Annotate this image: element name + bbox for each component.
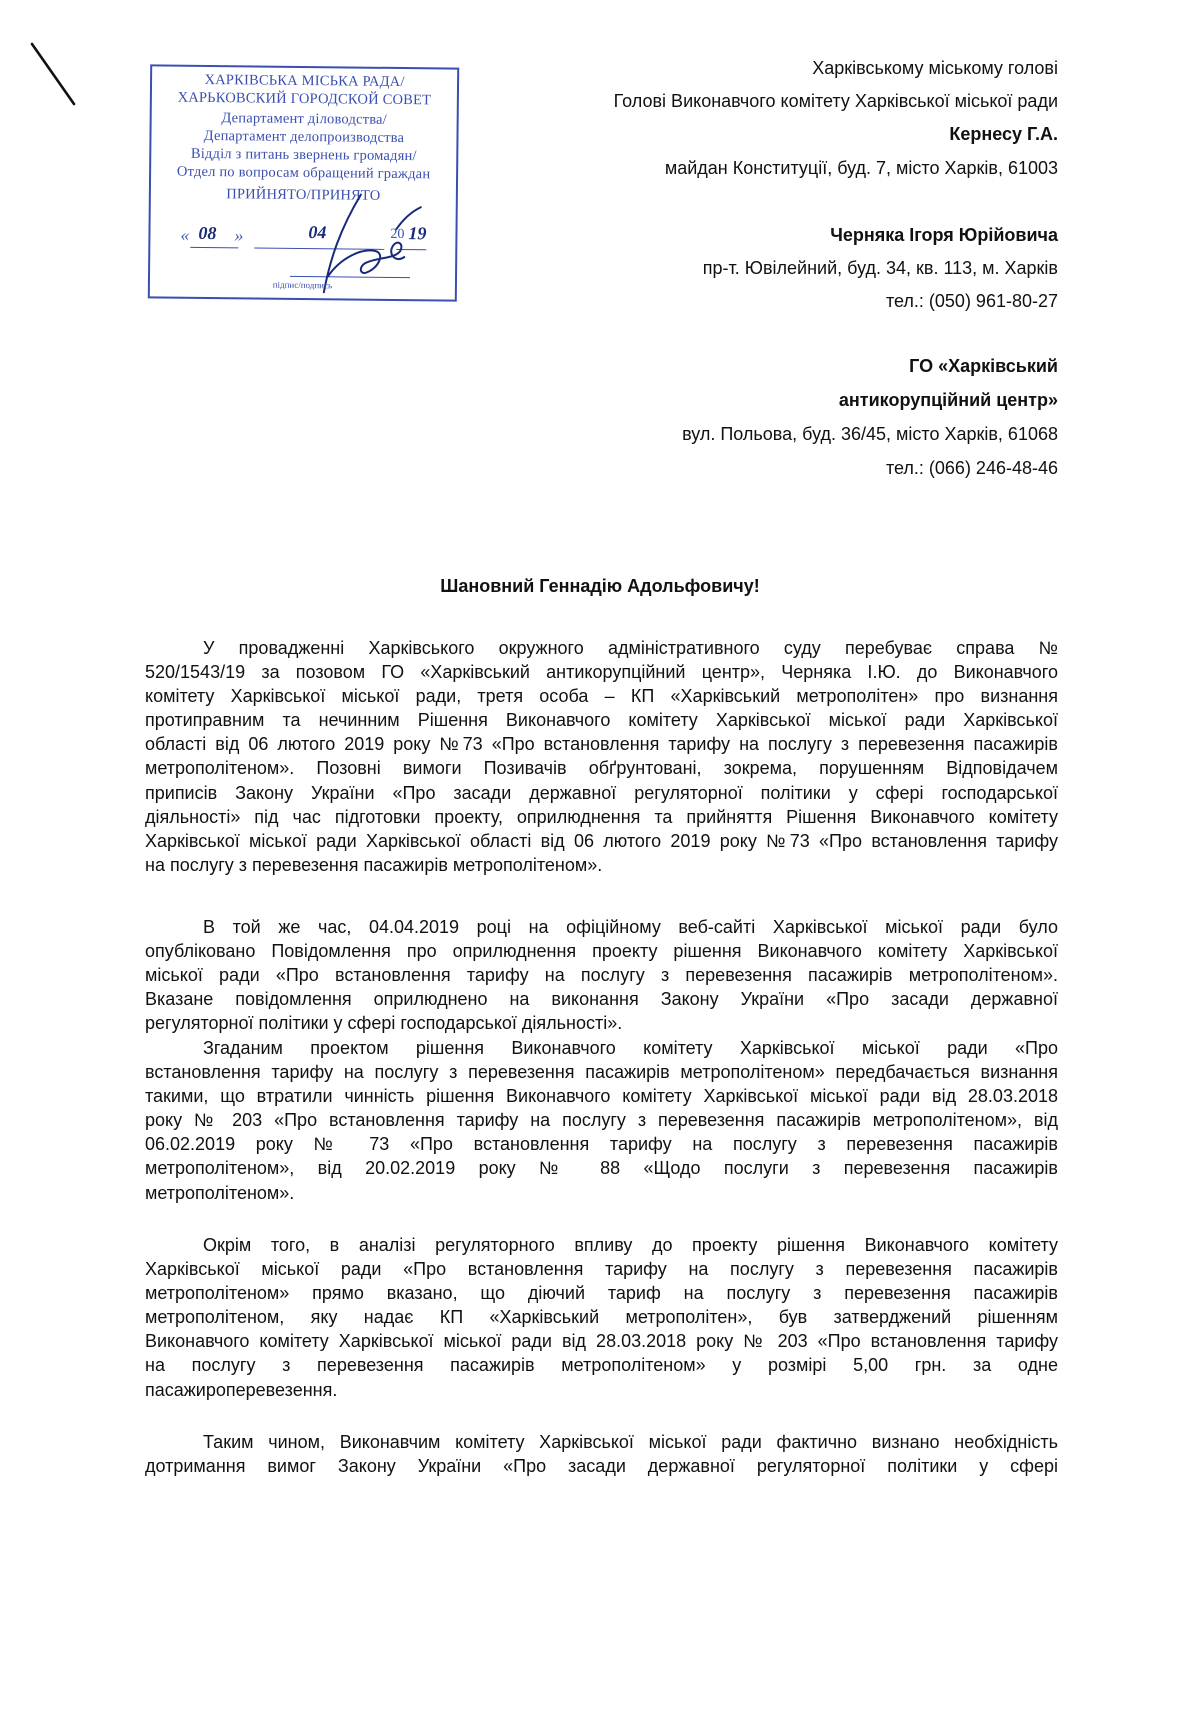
stamp-date-century: 20 — [390, 226, 405, 243]
stamp-date-open-quote: « — [180, 224, 190, 245]
stamp-date-day: 08 — [198, 222, 217, 244]
org-address: вул. Польова, буд. 36/45, місто Харків, 61068 — [682, 424, 1058, 444]
paragraph-line: 520/1543/19 за позовом ГО «Харківський антикорупційний центр», Черняка І.Ю. до Виконавчого — [145, 662, 1058, 683]
paragraph-line: приписів Закону України «Про засади державної регуляторної політики у сфері господарської — [145, 782, 1058, 803]
paragraph-line: року № 203 «Про встановлення тарифу на послугу з перевезення пасажирів метрополітеном», від — [145, 1110, 1058, 1131]
paragraph-line: на послугу з перевезення пасажирів метрополітеном» у розмірі 5,00 грн. за одне — [145, 1355, 1058, 1376]
stamp-footer: підпис/подпись — [272, 279, 333, 291]
addressee-line: Голові Виконавчого комітету Харківської міської ради — [613, 91, 1058, 111]
body-paragraph — [145, 1430, 1058, 1478]
pen-stroke-mark — [30, 42, 78, 108]
org-phone: тел.: (066) 246-48-46 — [885, 458, 1058, 478]
stamp-line: Департамент діловодства/ — [221, 110, 388, 128]
paragraph-line: Окрім того, в аналізі регуляторного впливу до проекту рішення Виконавчого комітету — [203, 1235, 1058, 1255]
addressee-address: майдан Конституції, буд. 7, місто Харків, 61003 — [664, 158, 1058, 178]
body-paragraph — [145, 915, 1058, 1035]
body-paragraph — [145, 1233, 1058, 1402]
paragraph-line: комітету Харківської міської ради, третя особа – КП «Харківський метрополітен» про визнання — [145, 686, 1058, 707]
paragraph-line: метрополітеном» прямо вказано, що діючий тариф на послугу з перевезення пасажирів — [145, 1283, 1058, 1304]
stamp-date-month: 04 — [308, 222, 327, 243]
org-name: ГО «Харківський — [909, 356, 1058, 376]
stamp-line: Департамент делопроизводства — [203, 127, 405, 147]
paragraph-line: протиправним та нечинним Рішення Виконавчого комітету Харківської міської ради Харківської — [145, 710, 1058, 731]
paragraph-line: метрополітеном, яку надає КП «Харківський метрополітен», був затверджений рішенням — [145, 1307, 1058, 1328]
paragraph-line: Харківської міської ради «Про встановлення тарифу на послугу з перевезення пасажирів — [145, 1259, 1058, 1280]
paragraph-line: У провадженні Харківського окружного адміністративного суду перебуває справа № — [203, 638, 1058, 658]
paragraph-line: на послугу з перевезення пасажирів метрополітеном». — [145, 854, 603, 875]
stamp-date-close-quote: » — [234, 225, 244, 246]
paragraph-line: В той же час, 04.04.2019 році на офіційному веб-сайті Харківської міської ради було — [203, 917, 1058, 937]
sender-address: пр-т. Ювілейний, буд. 34, кв. 113, м. Харків — [702, 258, 1058, 278]
paragraph-line: регуляторної політики у сфері господарської діяльності». — [145, 1013, 623, 1034]
stamp-line: ХАРКІВСЬКА МІСЬКА РАДА/ — [204, 71, 405, 91]
paragraph-line: 06.02.2019 року № 73 «Про встановлення тарифу на послугу з перевезення пасажирів — [145, 1134, 1058, 1155]
stamp-date-year: 19 — [408, 223, 427, 244]
paragraph-line: встановлення тарифу на послугу з перевезення пасажирів метрополітеном» передбачається визнання — [145, 1062, 1058, 1083]
salutation: Шановний Геннадію Адольфовичу! — [440, 576, 760, 596]
paragraph-line: Виконавчого комітету Харківської міської ради від 28.03.2018 року № 203 «Про встановлення тарифу — [145, 1331, 1058, 1352]
paragraph-line: опубліковано Повідомлення про оприлюднення проекту рішення Виконавчого комітету Харківської — [145, 941, 1058, 962]
paragraph-line: пасажироперевезення. — [145, 1379, 338, 1400]
paragraph-line: метрополітеном». — [145, 1182, 295, 1203]
paragraph-line: Вказане повідомлення оприлюднено на виконання Закону України «Про засади державної — [145, 989, 1058, 1010]
addressee-line: Харківському міському голові — [812, 58, 1058, 78]
paragraph-line: Таким чином, Виконавчим комітету Харківської міської ради фактично визнано необхідність — [203, 1432, 1058, 1452]
addressee-name: Кернесу Г.А. — [949, 124, 1058, 144]
body-paragraph — [145, 1036, 1058, 1205]
sender-phone: тел.: (050) 961-80-27 — [885, 291, 1058, 311]
paragraph-line: області від 06 лютого 2019 року №73 «Про встановлення тарифу на послугу з перевезення пасажирів — [145, 734, 1058, 755]
body-paragraph — [145, 636, 1058, 877]
paragraph-line: метрополітеном», від 20.02.2019 року № 88 «Щодо послуги з перевезення пасажирів — [145, 1158, 1058, 1179]
paragraph-line: міської ради «Про встановлення тарифу на послугу з перевезення пасажирів метрополітеном». — [145, 965, 1058, 986]
paragraph-line: дотримання вимог Закону України «Про засади державної регуляторної політики у сфері — [145, 1456, 1058, 1477]
sender-name: Черняка Ігоря Юрійовича — [830, 225, 1058, 245]
org-name: антикорупційний центр» — [838, 390, 1058, 410]
paragraph-line: Харківської міської ради Харківської області від 06 лютого 2019 року №73 «Про встановлення тарифу — [145, 830, 1058, 851]
stamp-line: ХАРЬКОВСКИЙ ГОРОДСКОЙ СОВЕТ — [177, 89, 432, 109]
registration-stamp — [148, 64, 459, 301]
paragraph-line: Згаданим проектом рішення Виконавчого комітету Харківської міської ради «Про — [203, 1038, 1058, 1058]
paragraph-line: діяльності» під час підготовки проекту, оприлюднення та прийняття Рішення Виконавчого комітету — [145, 806, 1058, 827]
stamp-line: ПРИЙНЯТО/ПРИНЯТО — [226, 186, 381, 204]
paragraph-line: метрополітеном». Позовні вимоги Позивачів обґрунтовані, зокрема, порушенням Відповідачем — [145, 758, 1058, 779]
stamp-line: Отдел по вопросам обращений граждан — [176, 163, 431, 183]
paragraph-line: такими, що втратили чинність рішення Виконавчого комітету Харківської міської ради від 28.03.2018 — [145, 1086, 1058, 1107]
stamp-line: Відділ з питань звернень громадян/ — [190, 145, 417, 165]
